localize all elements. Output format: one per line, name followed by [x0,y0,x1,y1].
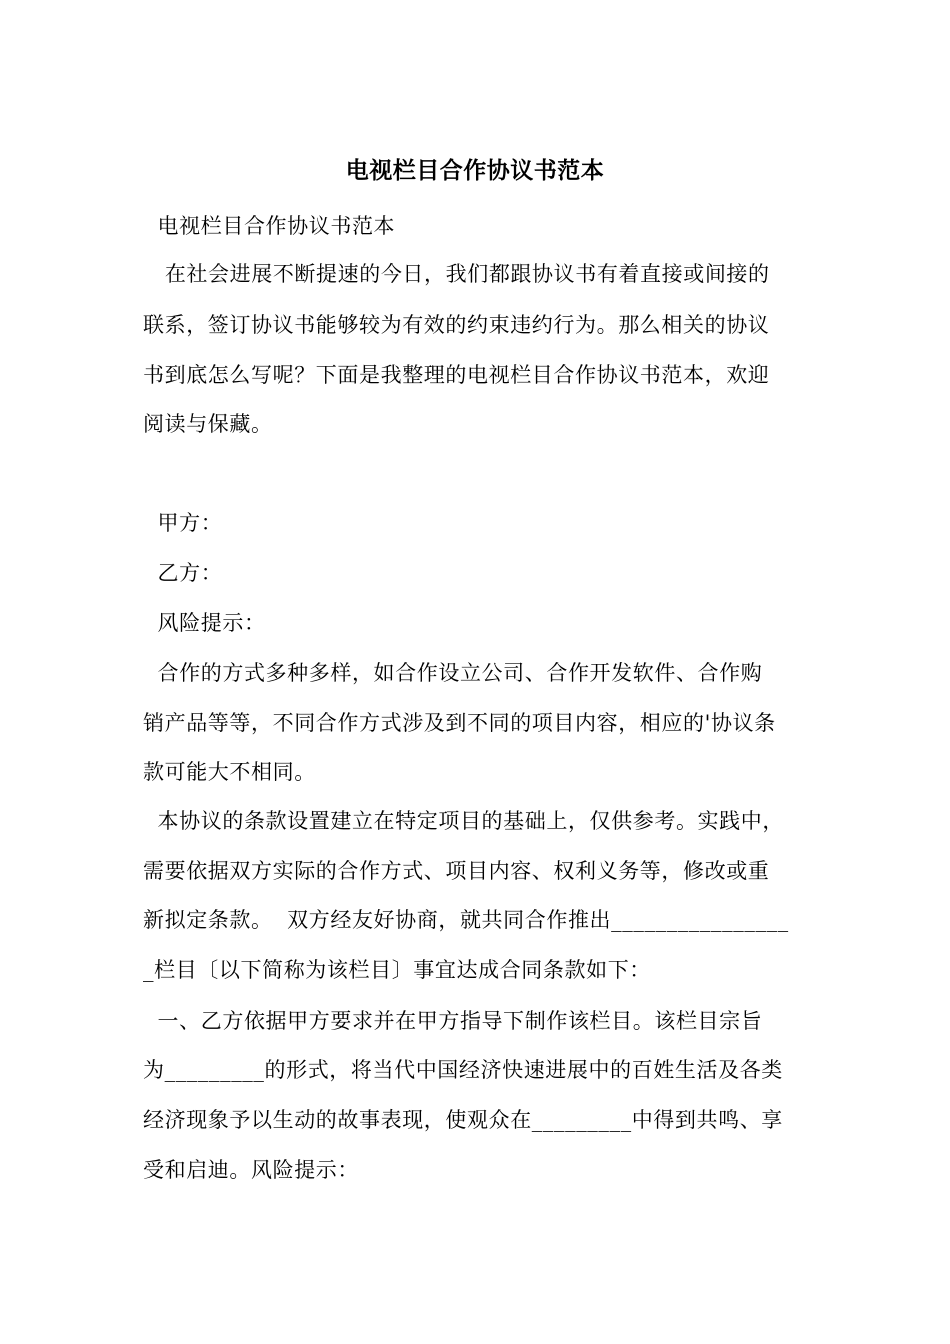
paragraph-line: 受和启迪。风险提示： [143,1158,359,1182]
paragraph-line: 阅读与保藏。 [143,412,273,436]
paragraph-line: 款可能大不相同。 [143,760,316,784]
subtitle-line: 电视栏目合作协议书范本 [143,214,396,238]
paragraph-line: 合作的方式多种多样，如合作设立公司、合作开发软件、合作购 [143,661,763,685]
paragraph-line: 在社会进展不断提速的今日，我们都跟协议书有着直接或间接的 [143,262,770,286]
paragraph-line: 经济现象予以生动的故事表现，使观众在_________中得到共鸣、享 [143,1108,783,1132]
party-b-line: 乙方： [143,561,223,585]
party-a-line: 甲方： [143,511,223,535]
paragraph-line: 本协议的条款设置建立在特定项目的基础上，仅供参考。实践中， [143,809,784,833]
paragraph-line: _栏目〔以下简称为该栏目〕事宜达成合同条款如下： [143,958,651,982]
paragraph-line: 为_________的形式，将当代中国经济快速进展中的百姓生活及各类 [143,1058,783,1082]
clause-one-line: 一、乙方依据甲方要求并在甲方指导下制作该栏目。该栏目宗旨 [143,1009,763,1033]
document-title: 电视栏目合作协议书范本 [345,157,605,184]
paragraph-line: 新拟定条款。 双方经友好协商，就共同合作推出________________ [143,908,789,932]
paragraph-line: 书到底怎么写呢？下面是我整理的电视栏目合作协议书范本，欢迎 [143,363,770,387]
risk-notice-label: 风险提示： [143,611,266,635]
paragraph-line: 需要依据双方实际的合作方式、项目内容、权利义务等，修改或重 [143,859,770,883]
paragraph-line: 销产品等等，不同合作方式涉及到不同的项目内容，相应的'协议条 [143,711,776,735]
paragraph-line: 联系，签订协议书能够较为有效的约束违约行为。那么相关的协议 [143,313,770,337]
